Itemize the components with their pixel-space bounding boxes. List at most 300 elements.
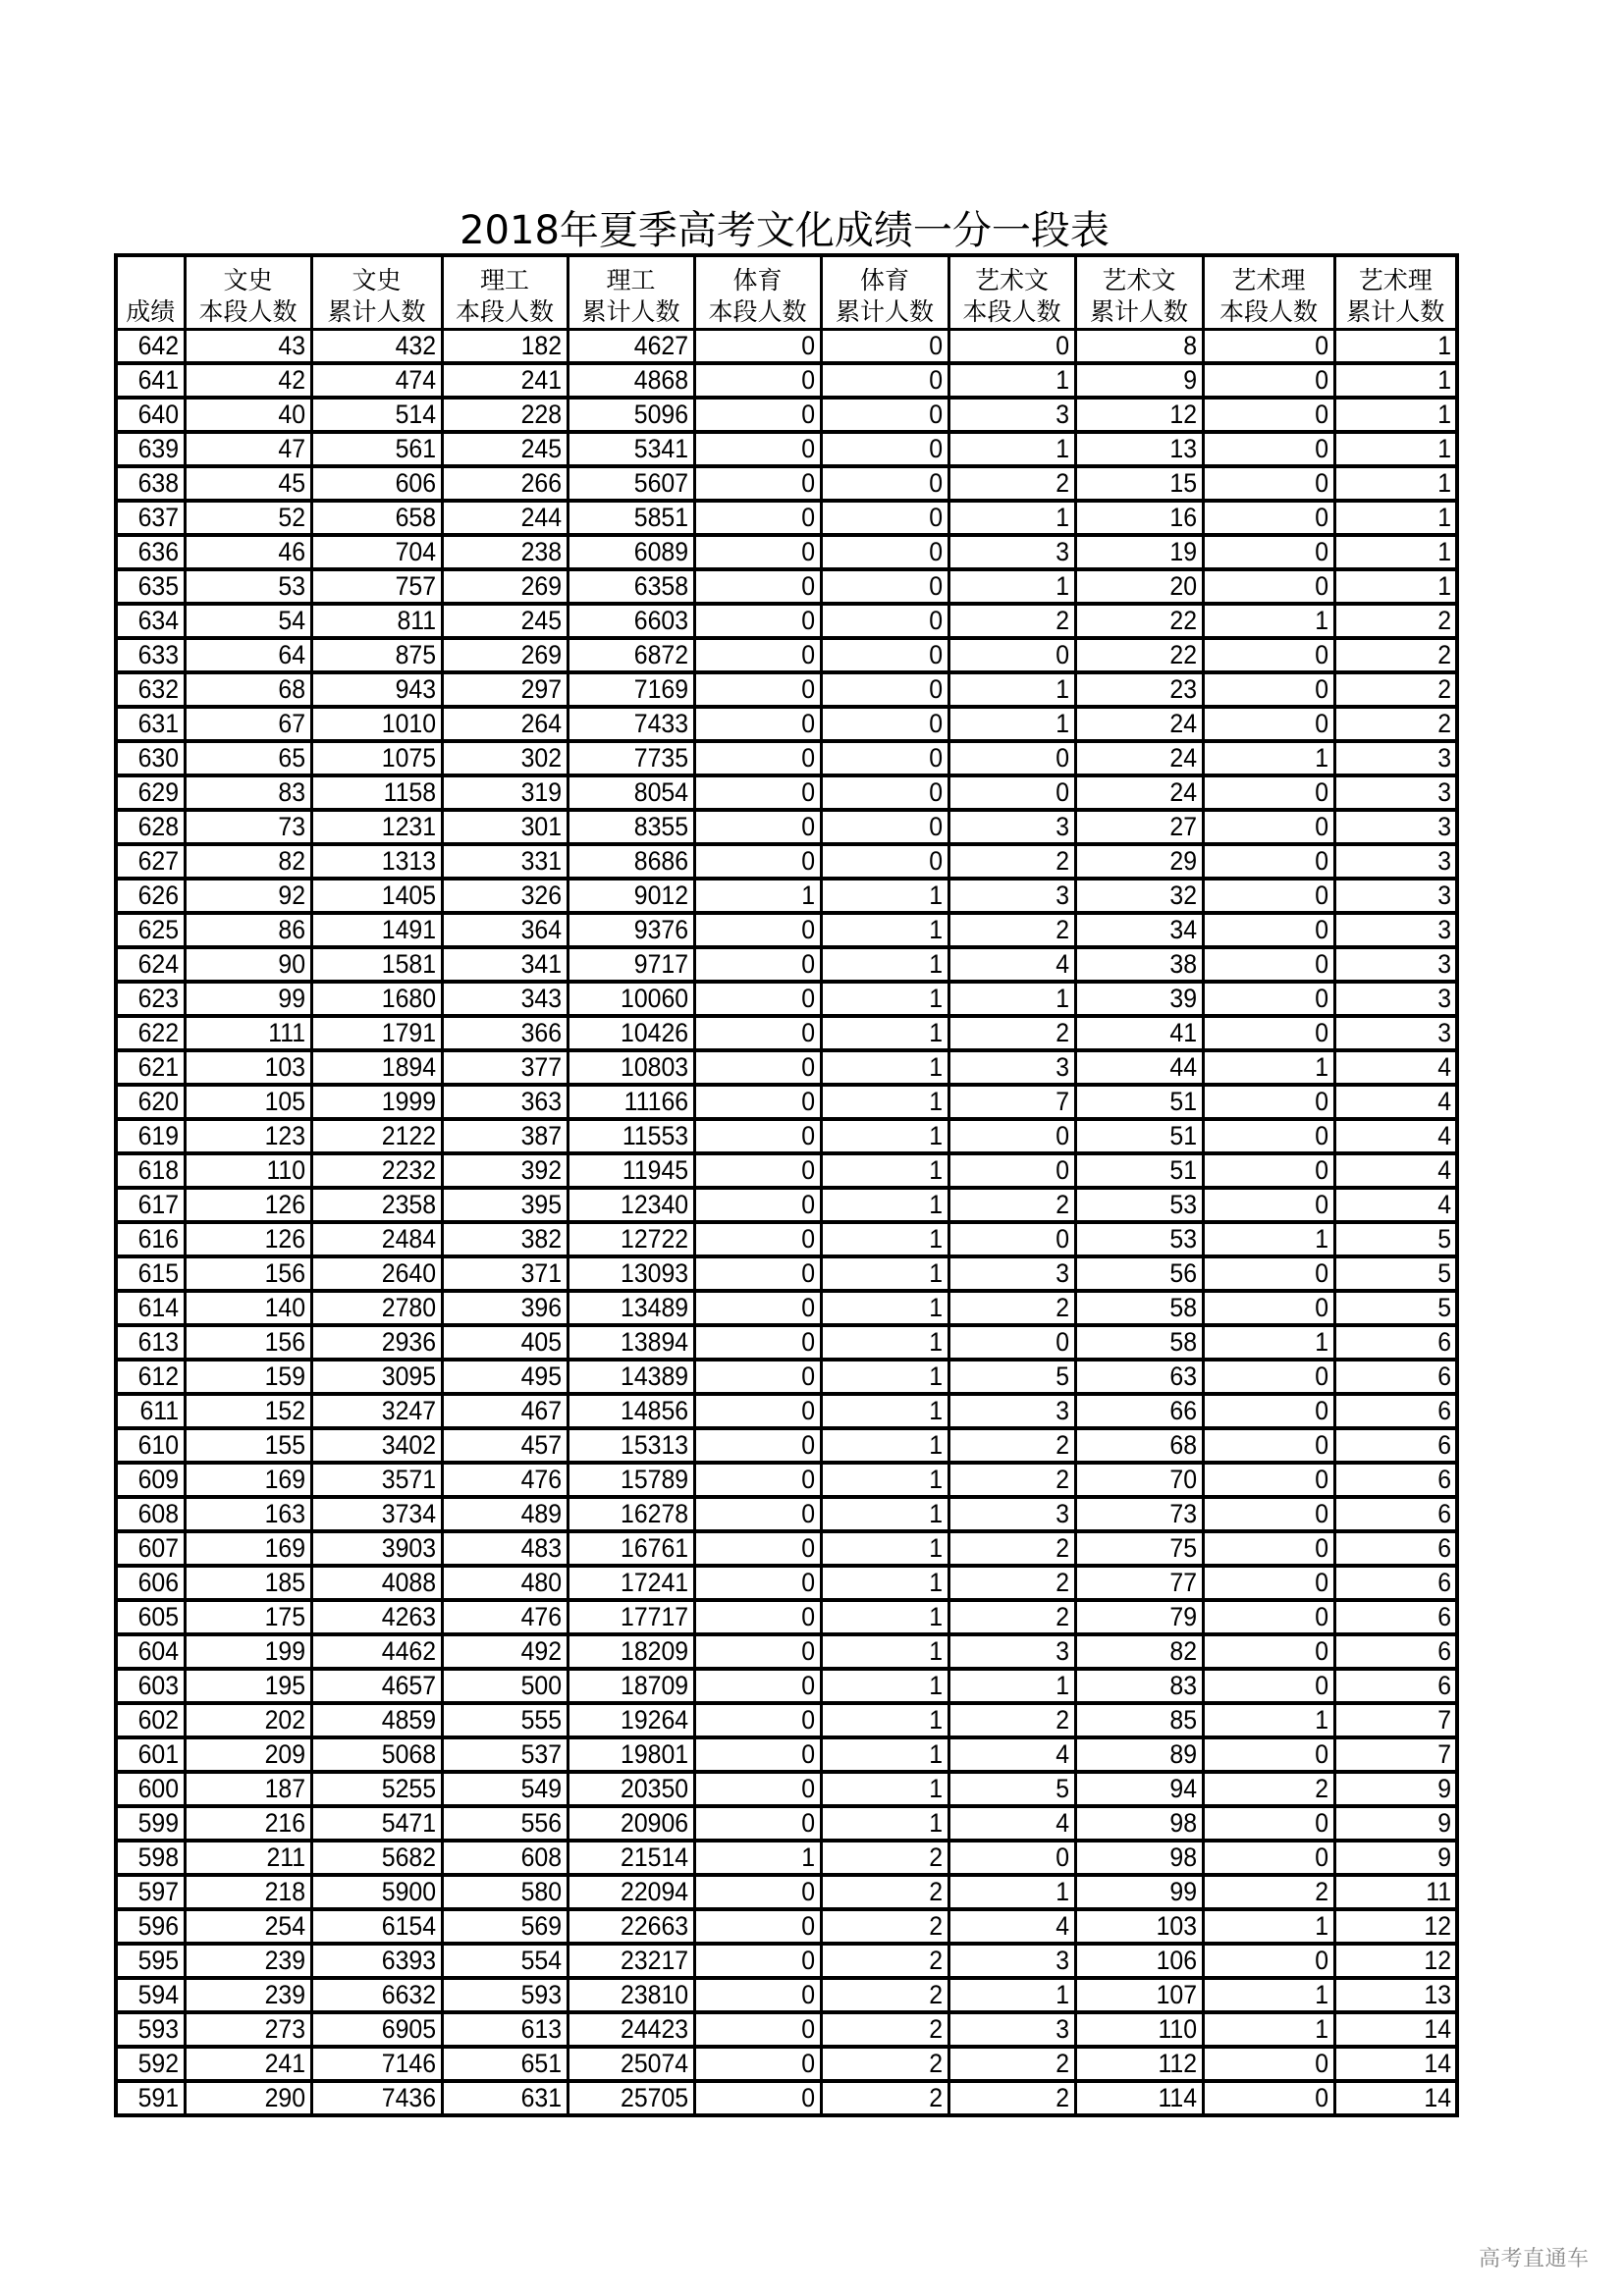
cell-value: 3	[1437, 846, 1451, 876]
table-row	[116, 1978, 1457, 2012]
cell-ligong-segment	[442, 1806, 568, 1841]
cell-ligong-cumulative	[568, 1291, 694, 1325]
cell-value: 23	[1169, 674, 1198, 704]
cell-value: 0	[1315, 468, 1329, 498]
cell-tiyu-cumulative	[821, 1188, 948, 1222]
cell-wenshi-cumulative	[311, 1806, 442, 1841]
cell-value: 0	[1315, 365, 1329, 395]
table-row	[116, 1703, 1457, 1737]
cell-value: 1313	[382, 846, 437, 876]
cell-ligong-cumulative	[568, 707, 694, 741]
cell-value: 1	[929, 1499, 944, 1528]
cell-value: 13489	[621, 1293, 689, 1322]
cell-value: 290	[265, 2083, 306, 2112]
cell-value: 3	[1437, 743, 1451, 773]
cell-value: 0	[1315, 1258, 1329, 1288]
cell-tiyu-segment	[694, 1497, 821, 1531]
cell-value: 12	[1424, 1911, 1451, 1941]
cell-wenshi-segment	[185, 638, 311, 672]
cell-value: 70	[1169, 1465, 1198, 1494]
cell-wenshi-cumulative	[311, 1016, 442, 1050]
cell-value: 7169	[634, 674, 689, 704]
cell-value: 111	[268, 1018, 306, 1047]
cell-value: 8054	[634, 777, 689, 807]
cell-tiyu-segment	[694, 535, 821, 569]
cell-value: 92	[278, 881, 306, 910]
cell-value: 1	[929, 1808, 944, 1838]
cell-yishuli-cumulative	[1334, 2081, 1457, 2115]
cell-yishuwen-segment	[948, 1256, 1075, 1291]
cell-value: 0	[929, 846, 944, 876]
cell-tiyu-cumulative	[821, 1703, 948, 1737]
cell-score	[116, 1188, 185, 1222]
cell-value: 1	[1315, 1980, 1329, 2009]
cell-value: 621	[138, 1052, 180, 1082]
cell-value: 594	[138, 1980, 180, 2009]
cell-value: 371	[521, 1258, 563, 1288]
cell-value: 0	[929, 777, 944, 807]
cell-yishuli-segment	[1203, 1050, 1334, 1085]
cell-ligong-segment	[442, 1944, 568, 1978]
column-header-ligong-cumulative	[568, 255, 694, 330]
cell-score	[116, 844, 185, 879]
cell-value: 8686	[634, 846, 689, 876]
cell-value: 52	[278, 503, 306, 532]
cell-value: 19	[1169, 537, 1198, 566]
cell-value: 1010	[382, 709, 437, 738]
cell-value: 396	[521, 1293, 563, 1322]
cell-tiyu-segment	[694, 2081, 821, 2115]
cell-value: 20	[1169, 571, 1198, 601]
cell-value: 2232	[382, 1155, 437, 1185]
cell-ligong-cumulative	[568, 672, 694, 707]
cell-tiyu-segment	[694, 1634, 821, 1669]
cell-wenshi-cumulative	[311, 466, 442, 501]
cell-value: 1	[801, 881, 816, 910]
cell-tiyu-segment	[694, 947, 821, 982]
cell-value: 630	[138, 743, 180, 773]
table-row	[116, 741, 1457, 775]
cell-value: 875	[396, 640, 437, 669]
cell-value: 24	[1169, 709, 1198, 738]
cell-wenshi-segment	[185, 2047, 311, 2081]
cell-yishuli-cumulative	[1334, 1188, 1457, 1222]
cell-value: 82	[1169, 1636, 1198, 1666]
cell-value: 1158	[384, 777, 437, 807]
cell-tiyu-segment	[694, 1737, 821, 1772]
cell-tiyu-segment	[694, 432, 821, 466]
cell-tiyu-cumulative	[821, 1256, 948, 1291]
cell-value: 6089	[634, 537, 689, 566]
cell-score	[116, 2047, 185, 2081]
cell-wenshi-cumulative	[311, 913, 442, 947]
cell-value: 56	[1169, 1258, 1198, 1288]
cell-value: 3	[1437, 812, 1451, 841]
cell-value: 254	[265, 1911, 306, 1941]
cell-value: 326	[521, 881, 563, 910]
cell-value: 17241	[621, 1568, 689, 1597]
cell-value: 7735	[634, 743, 689, 773]
cell-yishuwen-cumulative	[1075, 1669, 1203, 1703]
column-header-line1: 理工	[479, 266, 529, 294]
cell-yishuwen-segment	[948, 330, 1075, 364]
cell-value: 0	[1315, 812, 1329, 841]
cell-yishuwen-segment	[948, 535, 1075, 569]
cell-value: 9012	[634, 881, 689, 910]
cell-ligong-cumulative	[568, 1188, 694, 1222]
column-header-line1: 文史	[352, 266, 402, 294]
cell-ligong-segment	[442, 1978, 568, 2012]
cell-value: 195	[265, 1671, 306, 1700]
cell-value: 83	[278, 777, 306, 807]
cell-score	[116, 947, 185, 982]
cell-value: 3	[1056, 400, 1070, 429]
cell-ligong-segment	[442, 1119, 568, 1153]
cell-yishuwen-segment	[948, 1428, 1075, 1463]
cell-value: 1	[929, 1190, 944, 1219]
cell-wenshi-segment	[185, 1188, 311, 1222]
cell-value: 6603	[634, 606, 689, 635]
cell-value: 73	[1169, 1499, 1198, 1528]
cell-ligong-cumulative	[568, 638, 694, 672]
cell-ligong-cumulative	[568, 2047, 694, 2081]
cell-yishuli-segment	[1203, 982, 1334, 1016]
cell-value: 0	[801, 2049, 816, 2078]
cell-tiyu-cumulative	[821, 982, 948, 1016]
cell-value: 4263	[382, 1602, 437, 1631]
cell-yishuwen-segment	[948, 1360, 1075, 1394]
cell-ligong-cumulative	[568, 1841, 694, 1875]
cell-wenshi-cumulative	[311, 844, 442, 879]
cell-value: 0	[801, 1877, 816, 1906]
cell-yishuli-cumulative	[1334, 1944, 1457, 1978]
cell-value: 13	[1424, 1980, 1451, 2009]
cell-value: 106	[1157, 1946, 1198, 1975]
cell-ligong-cumulative	[568, 432, 694, 466]
cell-wenshi-segment	[185, 879, 311, 913]
cell-yishuli-cumulative	[1334, 1463, 1457, 1497]
cell-score	[116, 1325, 185, 1360]
cell-yishuwen-segment	[948, 1737, 1075, 1772]
column-header-line1: 艺术理	[1358, 266, 1433, 294]
cell-value: 273	[265, 2014, 306, 2044]
cell-value: 366	[521, 1018, 563, 1047]
cell-value: 99	[278, 984, 306, 1013]
cell-value: 1	[1056, 1877, 1070, 1906]
cell-tiyu-cumulative	[821, 1944, 948, 1978]
cell-score	[116, 913, 185, 947]
cell-tiyu-segment	[694, 1944, 821, 1978]
cell-value: 15789	[621, 1465, 689, 1494]
column-header-wenshi-cumulative	[311, 255, 442, 330]
cell-tiyu-segment	[694, 741, 821, 775]
cell-yishuli-segment	[1203, 330, 1334, 364]
cell-score	[116, 707, 185, 741]
table-row	[116, 982, 1457, 1016]
cell-wenshi-cumulative	[311, 1669, 442, 1703]
column-header-yishuwen-cumulative	[1075, 255, 1203, 330]
cell-value: 0	[801, 1190, 816, 1219]
cell-yishuwen-cumulative	[1075, 707, 1203, 741]
cell-yishuwen-segment	[948, 2047, 1075, 2081]
cell-value: 2	[1056, 1018, 1070, 1047]
cell-ligong-cumulative	[568, 1772, 694, 1806]
cell-yishuwen-cumulative	[1075, 672, 1203, 707]
cell-value: 0	[929, 400, 944, 429]
cell-ligong-cumulative	[568, 1325, 694, 1360]
cell-ligong-segment	[442, 363, 568, 398]
cell-yishuli-segment	[1203, 707, 1334, 741]
cell-value: 45	[278, 468, 306, 498]
cell-value: 110	[266, 1155, 306, 1185]
cell-value: 51	[1169, 1087, 1198, 1116]
cell-wenshi-segment	[185, 432, 311, 466]
cell-ligong-cumulative	[568, 501, 694, 535]
cell-ligong-segment	[442, 1737, 568, 1772]
cell-value: 0	[801, 1362, 816, 1391]
cell-value: 364	[521, 915, 563, 944]
cell-value: 603	[138, 1671, 180, 1700]
cell-value: 82	[278, 846, 306, 876]
cell-tiyu-segment	[694, 1669, 821, 1703]
cell-ligong-segment	[442, 810, 568, 844]
cell-wenshi-segment	[185, 1325, 311, 1360]
cell-value: 4088	[382, 1568, 437, 1597]
cell-value: 6632	[382, 1980, 437, 2009]
cell-value: 638	[138, 468, 180, 498]
cell-value: 4	[1437, 1052, 1451, 1082]
cell-score	[116, 1463, 185, 1497]
cell-value: 185	[265, 1568, 306, 1597]
cell-value: 0	[1056, 1155, 1070, 1185]
cell-yishuwen-cumulative	[1075, 1703, 1203, 1737]
cell-value: 1	[929, 1671, 944, 1700]
cell-tiyu-cumulative	[821, 2012, 948, 2047]
cell-tiyu-segment	[694, 1394, 821, 1428]
cell-ligong-cumulative	[568, 1222, 694, 1256]
cell-yishuwen-cumulative	[1075, 1600, 1203, 1634]
cell-tiyu-segment	[694, 1188, 821, 1222]
cell-value: 238	[521, 537, 563, 566]
cell-ligong-segment	[442, 1909, 568, 1944]
cell-tiyu-cumulative	[821, 1841, 948, 1875]
cell-value: 209	[265, 1739, 306, 1769]
cell-wenshi-segment	[185, 535, 311, 569]
cell-tiyu-segment	[694, 2047, 821, 2081]
cell-tiyu-segment	[694, 1153, 821, 1188]
cell-value: 105	[265, 1087, 306, 1116]
cell-value: 0	[1315, 1396, 1329, 1425]
cell-ligong-cumulative	[568, 2012, 694, 2047]
cell-value: 41	[1169, 1018, 1198, 1047]
cell-wenshi-segment	[185, 501, 311, 535]
cell-value: 14856	[621, 1396, 689, 1425]
cell-wenshi-segment	[185, 1875, 311, 1909]
cell-yishuli-segment	[1203, 1360, 1334, 1394]
cell-value: 555	[521, 1705, 563, 1735]
cell-yishuli-segment	[1203, 569, 1334, 604]
cell-yishuwen-segment	[948, 1016, 1075, 1050]
cell-tiyu-segment	[694, 501, 821, 535]
cell-wenshi-cumulative	[311, 432, 442, 466]
cell-tiyu-cumulative	[821, 2081, 948, 2115]
cell-yishuli-cumulative	[1334, 432, 1457, 466]
cell-yishuli-segment	[1203, 1256, 1334, 1291]
cell-wenshi-segment	[185, 672, 311, 707]
cell-wenshi-segment	[185, 707, 311, 741]
cell-value: 21514	[621, 1842, 689, 1872]
cell-value: 19264	[621, 1705, 689, 1735]
cell-value: 0	[1056, 331, 1070, 360]
cell-value: 9376	[634, 915, 689, 944]
cell-value: 2	[929, 1946, 944, 1975]
cell-tiyu-cumulative	[821, 810, 948, 844]
cell-wenshi-cumulative	[311, 1291, 442, 1325]
column-header-line2: 本段人数	[455, 297, 554, 326]
cell-value: 13093	[621, 1258, 689, 1288]
cell-tiyu-cumulative	[821, 1875, 948, 1909]
cell-value: 319	[521, 777, 563, 807]
cell-value: 625	[138, 915, 180, 944]
cell-value: 0	[801, 743, 816, 773]
cell-ligong-cumulative	[568, 1531, 694, 1566]
cell-wenshi-cumulative	[311, 638, 442, 672]
cell-score	[116, 1600, 185, 1634]
cell-yishuli-cumulative	[1334, 330, 1457, 364]
cell-tiyu-cumulative	[821, 1050, 948, 1085]
cell-value: 629	[138, 777, 180, 807]
cell-yishuwen-segment	[948, 1909, 1075, 1944]
cell-value: 6	[1437, 1327, 1451, 1357]
cell-wenshi-segment	[185, 1360, 311, 1394]
cell-ligong-cumulative	[568, 844, 694, 879]
cell-value: 18709	[621, 1671, 689, 1700]
cell-value: 4859	[382, 1705, 437, 1735]
cell-value: 0	[1315, 915, 1329, 944]
cell-ligong-cumulative	[568, 1703, 694, 1737]
cell-tiyu-segment	[694, 1841, 821, 1875]
cell-value: 0	[1315, 777, 1329, 807]
cell-value: 4	[1437, 1087, 1451, 1116]
cell-value: 0	[801, 434, 816, 463]
cell-value: 1	[929, 1396, 944, 1425]
table-row	[116, 1497, 1457, 1531]
cell-yishuli-segment	[1203, 501, 1334, 535]
cell-value: 7	[1437, 1739, 1451, 1769]
cell-value: 0	[1056, 1121, 1070, 1150]
cell-value: 0	[929, 674, 944, 704]
cell-ligong-segment	[442, 672, 568, 707]
cell-value: 2	[1437, 640, 1451, 669]
cell-value: 0	[1315, 984, 1329, 1013]
column-header-line2: 累计人数	[1089, 297, 1188, 326]
cell-tiyu-cumulative	[821, 775, 948, 810]
cell-yishuli-segment	[1203, 775, 1334, 810]
cell-value: 1	[1437, 571, 1451, 601]
cell-wenshi-cumulative	[311, 604, 442, 638]
cell-wenshi-cumulative	[311, 1428, 442, 1463]
cell-value: 8355	[634, 812, 689, 841]
cell-wenshi-segment	[185, 363, 311, 398]
cell-value: 13	[1169, 434, 1198, 463]
cell-yishuwen-cumulative	[1075, 2012, 1203, 2047]
cell-value: 5607	[634, 468, 689, 498]
cell-wenshi-segment	[185, 2081, 311, 2115]
cell-score	[116, 535, 185, 569]
cell-score	[116, 1703, 185, 1737]
cell-yishuwen-segment	[948, 1806, 1075, 1841]
cell-value: 3903	[382, 1533, 437, 1563]
cell-wenshi-cumulative	[311, 1085, 442, 1119]
cell-ligong-segment	[442, 1222, 568, 1256]
table-row	[116, 432, 1457, 466]
cell-value: 216	[265, 1808, 306, 1838]
cell-value: 0	[1315, 1739, 1329, 1769]
cell-value: 476	[521, 1602, 563, 1631]
cell-yishuwen-cumulative	[1075, 432, 1203, 466]
cell-value: 94	[1169, 1774, 1198, 1803]
cell-value: 549	[521, 1774, 563, 1803]
cell-value: 0	[1315, 640, 1329, 669]
table-row	[116, 363, 1457, 398]
cell-score	[116, 1772, 185, 1806]
cell-value: 1	[929, 1052, 944, 1082]
cell-yishuwen-segment	[948, 1325, 1075, 1360]
cell-value: 2	[929, 1877, 944, 1906]
cell-yishuwen-segment	[948, 1497, 1075, 1531]
cell-value: 0	[801, 949, 816, 979]
cell-value: 601	[138, 1739, 180, 1769]
cell-ligong-cumulative	[568, 1153, 694, 1188]
cell-score	[116, 638, 185, 672]
cell-value: 619	[138, 1121, 180, 1150]
cell-yishuwen-cumulative	[1075, 1360, 1203, 1394]
cell-score	[116, 604, 185, 638]
cell-tiyu-segment	[694, 1703, 821, 1737]
cell-value: 2	[1056, 1465, 1070, 1494]
cell-yishuli-segment	[1203, 1944, 1334, 1978]
cell-wenshi-segment	[185, 1978, 311, 2012]
column-header-line2: 成绩	[126, 297, 176, 326]
cell-value: 1	[929, 1224, 944, 1254]
cell-value: 618	[138, 1155, 180, 1185]
cell-value: 1	[929, 1087, 944, 1116]
cell-value: 607	[138, 1533, 180, 1563]
cell-yishuwen-segment	[948, 1875, 1075, 1909]
cell-yishuwen-cumulative	[1075, 1394, 1203, 1428]
cell-value: 6	[1437, 1671, 1451, 1700]
cell-value: 112	[1158, 2049, 1198, 2078]
cell-value: 6872	[634, 640, 689, 669]
column-header-line1: 艺术文	[1102, 266, 1176, 294]
cell-value: 3	[1437, 949, 1451, 979]
cell-tiyu-cumulative	[821, 1119, 948, 1153]
cell-tiyu-segment	[694, 913, 821, 947]
cell-tiyu-segment	[694, 1463, 821, 1497]
cell-yishuwen-segment	[948, 501, 1075, 535]
cell-ligong-cumulative	[568, 947, 694, 982]
cell-value: 0	[1315, 434, 1329, 463]
cell-yishuli-cumulative	[1334, 1050, 1457, 1085]
table-row	[116, 1531, 1457, 1566]
cell-value: 264	[521, 709, 563, 738]
cell-value: 2780	[382, 1293, 437, 1322]
cell-value: 0	[1315, 1087, 1329, 1116]
cell-wenshi-cumulative	[311, 1256, 442, 1291]
column-header-line2: 累计人数	[1346, 297, 1445, 326]
cell-value: 606	[396, 468, 437, 498]
cell-value: 0	[929, 365, 944, 395]
